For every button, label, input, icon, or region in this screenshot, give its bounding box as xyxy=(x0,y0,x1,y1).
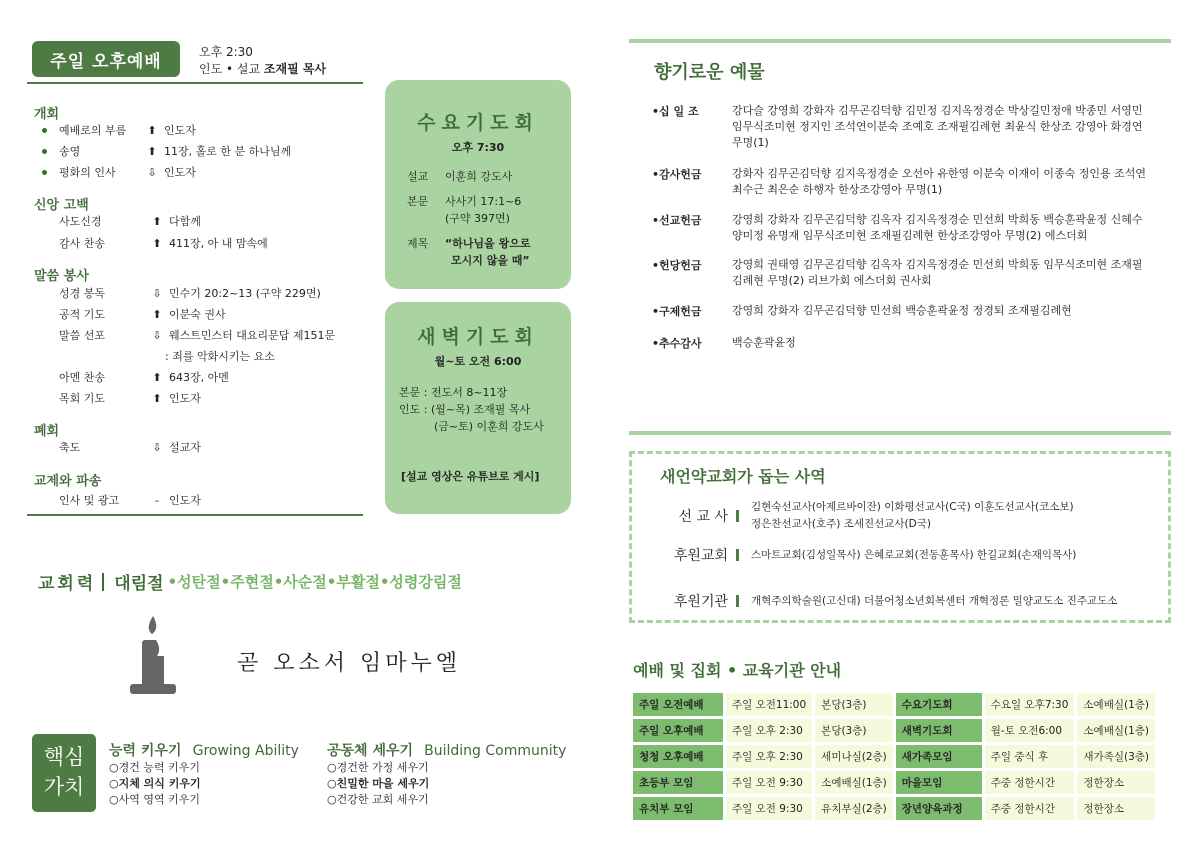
order-text: 다함께 xyxy=(169,215,201,228)
order-row xyxy=(42,285,321,301)
mission-category: 후원교회 xyxy=(673,548,728,564)
schedule-cell: 주일 오전 9:30 xyxy=(726,771,812,794)
stand-icon: ⬆ xyxy=(147,144,157,158)
order-row xyxy=(42,390,201,406)
order-label: 성경 봉독 xyxy=(59,287,106,300)
order-label: 평화의 인사 xyxy=(59,166,116,179)
order-label: 사도신경 xyxy=(59,215,102,228)
schedule-name: 새가족모임 xyxy=(896,745,982,768)
divider xyxy=(102,573,104,591)
order-row xyxy=(42,235,268,251)
service-title-pill: 주일 오후예배 xyxy=(32,41,180,77)
core-a-items: ○경건 능력 키우기 ○지체 의식 키우기 ○사역 영역 키우기 xyxy=(109,761,201,806)
offering-title: 향기로운 예물 xyxy=(654,62,765,83)
offering-type: •추수감사 xyxy=(652,337,702,350)
dash-icon: - xyxy=(155,493,159,507)
wednesday-time: 오후 7:30 xyxy=(451,141,505,154)
mission-row xyxy=(654,499,1074,533)
sit-icon: ⇩ xyxy=(152,328,162,342)
schedule-cell: 소예배실(1층) xyxy=(815,771,893,794)
wed-label: 본문 xyxy=(407,195,429,208)
mission-row xyxy=(654,545,1076,565)
wed-value: 모시지 않을 때” xyxy=(451,254,530,267)
schedule-name: 수요기도회 xyxy=(896,693,982,716)
order-text: 이분숙 권사 xyxy=(169,308,226,321)
schedule-cell: 정한장소 xyxy=(1077,797,1155,820)
order-row xyxy=(42,492,201,508)
order-text: : 죄를 악화시키는 요소 xyxy=(165,350,275,363)
offering-names: 강화자 김무곤김덕향 김지옥정경순 오선아 유한영 이분숙 이재이 이종숙 정인용 조석연 최수근 최은순 하행자 한상조강영아 무명(1) xyxy=(732,167,1147,196)
stand-icon: ⬆ xyxy=(152,391,162,405)
order-text: 인도자 xyxy=(169,494,201,507)
dawn-line: (금~토) 이훈희 강도사 xyxy=(399,420,544,433)
dawn-line: 인도 : (월~목) 조재필 목사 xyxy=(399,403,531,416)
schedule-row xyxy=(633,745,1155,768)
mission-names: 스마트교회(김성일목사) 은혜로교회(전동훈목사) 한길교회(손재익목사) xyxy=(751,548,1077,561)
candle-icon xyxy=(126,612,178,696)
dawn-line: 본문 : 전도서 8~11장 xyxy=(399,386,508,399)
wed-value: “하나님을 왕으로 xyxy=(445,237,531,250)
offering-names: 강영희 권태영 김무곤김덕향 김옥자 김지옥정경순 민선희 박희동 임무식조미현 조재필김례현 무명(2) 리브가회 에스더회 권사회 xyxy=(732,258,1143,287)
order-text: 411장, 아 내 맘속에 xyxy=(169,237,268,250)
schedule-cell: 유치부실(2층) xyxy=(815,797,893,820)
order-row xyxy=(42,164,196,180)
church-calendar: 교회력 대림절 •성탄절•주현절•사순절•부활절•성령강림절 xyxy=(38,573,462,594)
section-title: 폐회 xyxy=(34,424,60,439)
schedule-row xyxy=(633,719,1155,742)
order-row xyxy=(42,306,226,322)
calendar-season: •사순절 xyxy=(273,573,327,591)
divider xyxy=(629,39,1171,43)
schedule-name: 유치부 모임 xyxy=(633,797,723,820)
order-label: 예배로의 부름 xyxy=(59,124,127,137)
wed-value: (구약 397면) xyxy=(445,212,510,225)
order-label: 목회 기도 xyxy=(59,392,106,405)
order-row xyxy=(42,369,229,385)
schedule-cell: 주중 정한시간 xyxy=(985,797,1075,820)
mission-title: 새언약교회가 돕는 사역 xyxy=(660,464,832,487)
schedule-cell: 소예배실(1층) xyxy=(1077,693,1155,716)
sit-icon: ⇩ xyxy=(152,440,162,454)
core-b-items: ○경건한 가정 세우기 ○친밀한 마을 세우기 ○건강한 교회 세우기 xyxy=(327,761,430,806)
schedule-cell: 주일 오후 2:30 xyxy=(726,745,812,768)
offering-names: 강영희 강화자 김무곤김덕향 민선희 백승훈곽윤정 정경퇴 조재필김례현 xyxy=(732,304,1072,317)
order-label: 공적 기도 xyxy=(59,308,106,321)
stand-icon: ⬆ xyxy=(152,236,162,250)
order-label: 아멘 찬송 xyxy=(59,371,106,384)
order-text: 11장, 홀로 한 분 하나님께 xyxy=(164,145,292,158)
offering-row xyxy=(652,335,1152,351)
section-title: 말씀 봉사 xyxy=(34,269,89,284)
offering-names: 강영희 강화자 김무곤김덕향 김옥자 김지옥정경순 민선희 박희동 백승훈곽윤정 신혜수 양미정 유명재 임무식조미현 조재필김례현 한상조강영아 무명(2) 에스더회 xyxy=(732,213,1143,242)
mission-names: 개혁주의학술원(고신대) 더불어청소년회복센터 개혁정론 밀양교도소 진주교도소 xyxy=(751,594,1118,607)
schedule-cell: 소예배실(1층) xyxy=(1077,719,1155,742)
bullet-icon xyxy=(42,128,47,133)
schedule-cell: 본당(3층) xyxy=(815,719,893,742)
wed-value: 이훈희 강도사 xyxy=(445,170,513,183)
calendar-season: •주현절 xyxy=(220,573,274,591)
dawn-title: 새벽기도회 xyxy=(417,326,539,348)
offering-row xyxy=(652,103,1152,151)
schedule-cell: 월-토 오전6:00 xyxy=(985,719,1075,742)
order-text: 설교자 xyxy=(169,441,201,454)
offering-row xyxy=(652,257,1152,289)
order-row xyxy=(42,143,291,159)
wed-label: 설교 xyxy=(407,170,429,183)
divider xyxy=(27,82,363,84)
divider xyxy=(736,595,739,607)
schedule-cell: 주일 오전 9:30 xyxy=(726,797,812,820)
order-label: 축도 xyxy=(59,441,81,454)
mission-row xyxy=(654,591,1117,611)
mission-category: 후원기관 xyxy=(673,594,728,610)
order-label: 송영 xyxy=(59,145,81,158)
schedule-row xyxy=(633,771,1155,794)
order-text: 인도자 xyxy=(169,392,201,405)
divider xyxy=(629,451,1171,454)
wednesday-prayer-box xyxy=(385,80,571,289)
core-a-title: 능력 키우기 Growing Ability xyxy=(109,743,299,759)
schedule-row xyxy=(633,797,1155,820)
offering-row xyxy=(652,303,1152,319)
offering-type: •십 일 조 xyxy=(652,105,699,118)
order-text: 인도자 xyxy=(164,124,196,137)
offering-names: 백승훈곽윤정 xyxy=(732,336,796,349)
mission-category: 선 교 사 xyxy=(678,509,728,525)
order-row xyxy=(42,327,335,343)
order-row xyxy=(42,213,201,229)
offering-type: •구제헌금 xyxy=(652,305,702,318)
sit-icon: ⇩ xyxy=(147,165,157,179)
core-values-badge: 핵심 가치 xyxy=(32,734,96,812)
section-title: 신앙 고백 xyxy=(34,198,89,213)
order-row xyxy=(42,348,275,364)
dawn-prayer-box xyxy=(385,302,571,514)
order-text: 인도자 xyxy=(164,166,196,179)
dawn-time: 월~토 오전 6:00 xyxy=(434,355,522,368)
order-label: 인사 및 광고 xyxy=(59,494,120,507)
bullet-icon xyxy=(42,170,47,175)
offering-type: •선교헌금 xyxy=(652,214,702,227)
order-row xyxy=(42,122,196,138)
schedule-name: 초등부 모임 xyxy=(633,771,723,794)
schedule-name: 주일 오후예배 xyxy=(633,719,723,742)
schedule-row xyxy=(633,693,1155,716)
schedule-cell: 세미나실(2층) xyxy=(815,745,893,768)
wednesday-title: 수요기도회 xyxy=(417,112,539,134)
bullet-icon xyxy=(42,149,47,154)
schedule-name: 새벽기도회 xyxy=(896,719,982,742)
schedule-title: 예배 및 집회 • 교육기관 안내 xyxy=(633,661,842,680)
schedule-table xyxy=(630,690,1158,823)
schedule-cell: 수요일 오후7:30 xyxy=(985,693,1075,716)
divider xyxy=(736,549,739,561)
schedule-name: 마을모임 xyxy=(896,771,982,794)
schedule-name: 장년양육과정 xyxy=(896,797,982,820)
calendar-season: •부활절 xyxy=(326,573,380,591)
offering-names: 강다슬 강영희 강화자 김무곤김덕향 김민정 김지옥정경순 박상길민정애 박종민 서영민 임무식조미현 정지인 조석연이분숙 조예호 조재필김례현 최윤식 한상조 강영아 화경연 무명(1) xyxy=(732,104,1143,149)
schedule-cell: 새가족실(3층) xyxy=(1077,745,1155,768)
service-time: 오후 2:30 xyxy=(199,45,253,59)
schedule-name: 주일 오전예배 xyxy=(633,693,723,716)
stand-icon: ⬆ xyxy=(152,214,162,228)
sit-icon: ⇩ xyxy=(152,286,162,300)
dawn-note: [설교 영상은 유튜브로 게시] xyxy=(401,470,540,483)
section-title: 교제와 파송 xyxy=(34,474,102,489)
order-label: 감사 찬송 xyxy=(59,237,106,250)
schedule-cell: 주중 정한시간 xyxy=(985,771,1075,794)
order-row xyxy=(42,439,201,455)
section-title: 개회 xyxy=(34,107,60,122)
divider xyxy=(629,431,1171,435)
stand-icon: ⬆ xyxy=(152,370,162,384)
order-text: 643장, 아멘 xyxy=(169,371,229,384)
mission-names: 김현숙선교사(아제르바이잔) 이화평선교사(C국) 이훈도선교사(코소보) 정은찬선교사(호주) 조세진선교사(D국) xyxy=(751,501,1074,530)
calendar-season: •성령강림절 xyxy=(379,573,462,591)
schedule-name: 청청 오후예배 xyxy=(633,745,723,768)
order-label: 말씀 선포 xyxy=(59,329,106,342)
stand-icon: ⬆ xyxy=(152,307,162,321)
stand-icon: ⬆ xyxy=(147,123,157,137)
service-leader: 인도 • 설교 조재필 목사 xyxy=(199,62,327,76)
offering-row xyxy=(652,212,1152,244)
divider xyxy=(736,510,739,522)
schedule-cell: 주일 오후 2:30 xyxy=(726,719,812,742)
schedule-cell: 주일 오전11:00 xyxy=(726,693,812,716)
schedule-cell: 본당(3층) xyxy=(815,693,893,716)
order-text: 민수기 20:2~13 (구약 229면) xyxy=(169,287,321,300)
divider xyxy=(27,514,363,516)
order-text: 웨스트민스터 대요리문답 제151문 xyxy=(169,329,336,342)
schedule-cell: 정한장소 xyxy=(1077,771,1155,794)
wed-label: 제목 xyxy=(407,237,429,250)
advent-phrase: 곧 오소서 임마누엘 xyxy=(237,651,462,676)
schedule-cell: 주일 중식 후 xyxy=(985,745,1075,768)
offering-type: •감사헌금 xyxy=(652,168,702,181)
core-b-title: 공동체 세우기 Building Community xyxy=(327,743,567,759)
offering-row xyxy=(652,166,1152,198)
wed-value: 사사기 17:1~6 xyxy=(445,195,522,208)
calendar-season: •성탄절 xyxy=(167,573,221,591)
offering-type: •헌당헌금 xyxy=(652,259,702,272)
